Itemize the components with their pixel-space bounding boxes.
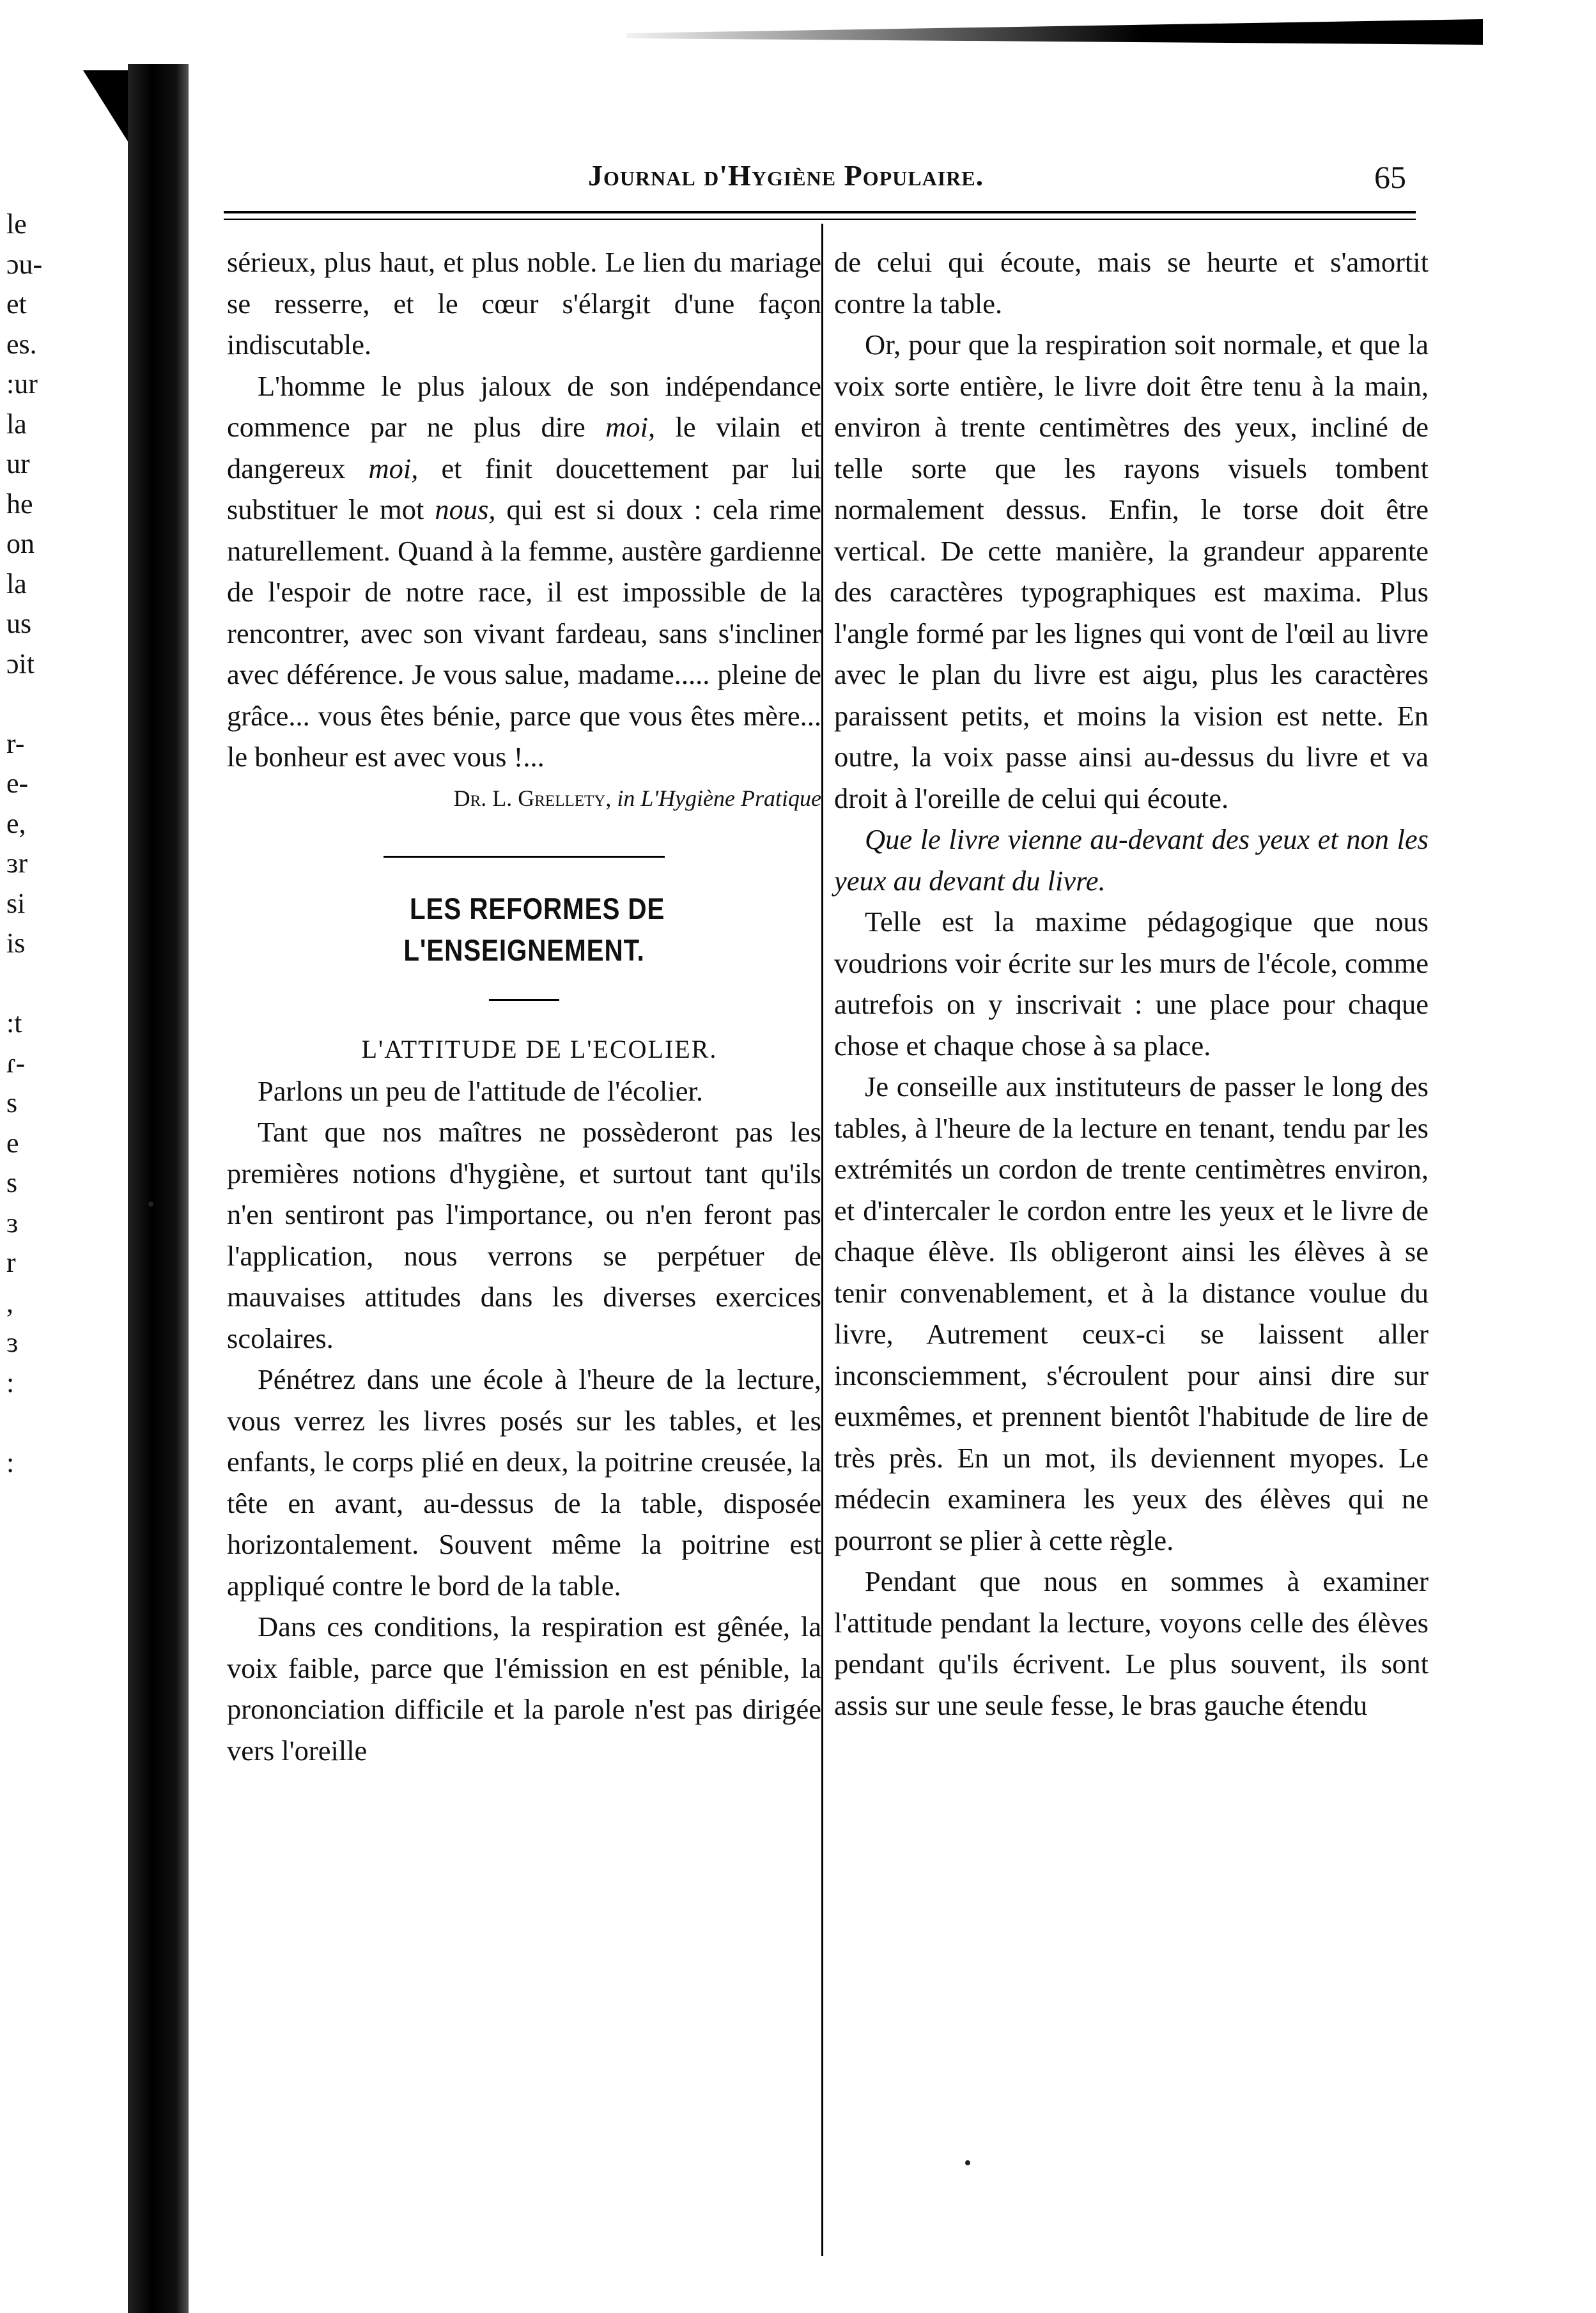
maxim: Que le livre vienne au-devant des yeux et non les yeux au devant du livre.	[834, 823, 1429, 897]
margin-fragment: e-	[6, 768, 29, 799]
margin-fragment: :	[6, 1446, 15, 1478]
margin-fragment: ɔit	[6, 647, 35, 679]
margin-fragment	[6, 684, 121, 724]
top-print-rule	[626, 19, 1483, 45]
margin-fragment: ɾ-	[6, 1047, 26, 1079]
margin-fragment: ,	[6, 1287, 13, 1319]
column-divider	[821, 224, 823, 2256]
margin-fragment: ur	[6, 448, 30, 479]
paragraph: Telle est la maxime pédagogique que nous voudrions voir écrite sur les murs de l'école, comme autrefois on y inscrivait : une place pour chaque chose et chaque chose à sa place.	[834, 906, 1429, 1062]
subsection-title: L'ATTITUDE DE L'ECOLIER.	[361, 1035, 718, 1064]
page-number: 65	[1374, 159, 1406, 195]
paragraph: L'homme le plus jaloux de son indépendance commence par ne plus dire moi, le vilain et dangereux moi, et finit doucettement par lui substituer le mot nous, qui est si doux : cela rime naturellement. Quand à la femme, austère gardienne de l'espoir de notre race, il est impossible de la rencontrer, avec son vivant fardeau, sans s'incliner avec déférence. Je vous salue, madame..... pleine de grâce... vous êtes bénie, parce que vous êtes mère... le bonheur est avec vous !...	[227, 369, 822, 773]
margin-fragment: :t	[6, 1007, 22, 1039]
running-title: Journal d'Hygiène Populaire.	[588, 159, 984, 192]
margin-fragment: si	[6, 887, 26, 919]
subsection-separator	[489, 999, 559, 1001]
paragraph: de celui qui écoute, mais se heurte et s'amortit contre la table.	[834, 246, 1429, 320]
margin-fragment: et	[6, 288, 27, 320]
margin-fragment: ɜ	[6, 1207, 19, 1239]
margin-fragment: is	[6, 927, 26, 959]
book-spine-gutter	[128, 64, 189, 2313]
section-separator	[384, 856, 665, 858]
paragraph: Pénétrez dans une école à l'heure de la lecture, vous verrez les livres posés sur les tables, et les enfants, le corps plié en deux, la poitrine creusée, la tête en avant, au-dessus de la table, disposée horizontalement. Souvent même la poitrine est appliqué contre le bord de la table.	[227, 1363, 821, 1602]
previous-page-fragments	[6, 205, 121, 1483]
margin-fragment: ɜ	[6, 1327, 19, 1358]
paragraph: Parlons un peu de l'attitude de l'écolier.	[258, 1074, 703, 1107]
paragraph: sérieux, plus haut, et plus noble. Le lien du mariage se resserre, et le cœur s'élargit d'une façon indiscutable.	[227, 246, 821, 360]
attribution: Dr. L. Grellety, in L'Hygiène Pratique	[453, 785, 821, 811]
margin-fragment: la	[6, 568, 27, 600]
section-title: LES REFORMES DE L'ENSEIGNEMENT.	[403, 892, 665, 967]
margin-fragment: r	[6, 1247, 16, 1278]
paragraph: Dans ces conditions, la respiration est gênée, la voix faible, parce que l'émission en est pénible, la prononciation difficile et la parole n'est pas dirigée vers l'oreille	[227, 1611, 821, 1767]
margin-fragment: us	[6, 608, 32, 639]
margin-fragment: :ur	[6, 368, 38, 399]
margin-fragment: s	[6, 1087, 18, 1118]
margin-fragment: ɜr	[6, 847, 28, 879]
margin-fragment: he	[6, 488, 33, 520]
margin-fragment: le	[6, 208, 27, 240]
margin-fragment: :	[6, 1366, 15, 1398]
margin-fragment: r-	[6, 727, 25, 759]
margin-fragment	[6, 1403, 121, 1443]
margin-fragment	[6, 964, 121, 1004]
margin-fragment: e,	[6, 807, 26, 839]
margin-fragment: s	[6, 1167, 18, 1198]
ink-speck	[965, 2160, 970, 2165]
paragraph: Tant que nos maîtres ne possèderont pas les premières notions d'hygiène, et surtout tant qu'ils n'en sentiront pas l'importance, ou n'en feront pas l'application, nous verrons se perpétuer de mauvaises attitudes dans les diverses exercices scolaires.	[227, 1116, 821, 1354]
margin-fragment: es.	[6, 328, 37, 360]
paragraph: Je conseille aux instituteurs de passer le long des tables, à l'heure de la lecture en tenant, tendu par les extrémités un cordon de trente centimètres environ, et d'intercaler le cordon entre les yeux et le livre de chaque élève. Ils obligeront ainsi les élèves à se tenir convenablement, et à la distance voulue du livre, Autrement ceux-ci se laissent aller inconsciemment, s'écroulent pour ainsi dire sur euxmêmes, et prennent bientôt l'habitude de lire de très près. En un mot, ils deviennent myopes. Le médecin examinera les yeux des élèves qui ne pourront se plier à cette règle.	[834, 1071, 1429, 1556]
right-column	[834, 242, 1429, 1726]
margin-fragment: la	[6, 408, 27, 440]
margin-fragment: e	[6, 1127, 19, 1159]
header-double-rule	[224, 211, 1416, 220]
margin-fragment: on	[6, 528, 35, 559]
paragraph: Or, pour que la respiration soit normale, et que la voix sorte entière, le livre doit être tenu à la main, environ à trente centimètres des yeux, incliné de telle sorte que les rayons visuels tombent normalement dessus. Enfin, le torse doit être vertical. De cette manière, la grandeur apparente des caractères typographiques est maxima. Plus l'angle formé par les lignes qui vont de l'œil au livre avec le plan du livre est aigu, plus les caractères paraissent petits, et moins la vision est nette. En outre, la voix passe ainsi au-dessus du livre et va droit à l'oreille de celui qui écoute.	[834, 329, 1429, 814]
left-column	[227, 242, 821, 1771]
ink-speck	[148, 1202, 153, 1207]
page-header	[588, 159, 1445, 197]
margin-fragment: ɔu-	[6, 248, 43, 280]
paragraph: Pendant que nous en sommes à examiner l'attitude pendant la lecture, voyons celle des élèves pendant qu'ils écrivent. Le plus souvent, ils sont assis sur une seule fesse, le bras gauche étendu	[834, 1565, 1429, 1721]
